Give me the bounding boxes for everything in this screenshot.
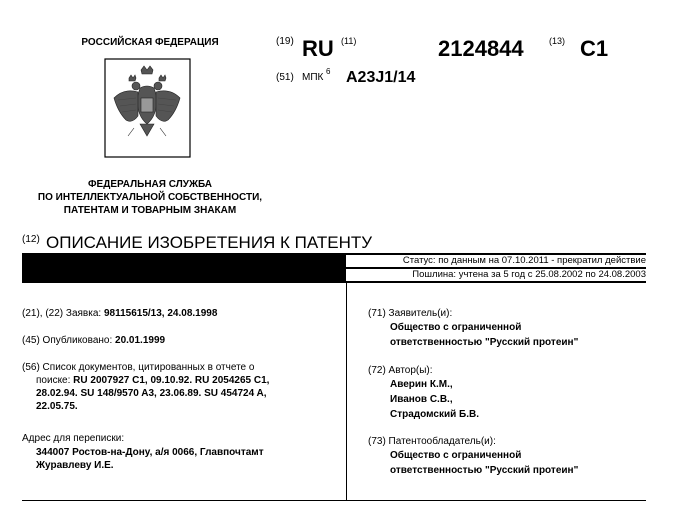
owner-label: (73) Патентообладатель(и):: [368, 436, 496, 447]
author-1: Аверин К.М.,: [390, 379, 453, 390]
bottom-rule: [22, 500, 646, 501]
column-divider: [346, 283, 347, 501]
references-field: [22, 361, 332, 413]
application-value: 98115615/13, 24.08.1998: [103, 308, 218, 319]
code-13: (13): [549, 36, 566, 46]
address-line-1: 344007 Ростов-на-Дону, а/я 0066, Главпочтамт: [36, 447, 264, 458]
agency-line-3: ПАТЕНТАМ И ТОВАРНЫМ ЗНАКАМ: [63, 205, 237, 216]
code-11: (11): [341, 36, 357, 46]
country-name: РОССИЙСКАЯ ФЕДЕРАЦИЯ: [81, 37, 219, 48]
address-line-2: Журавлеву И.Е.: [36, 460, 114, 471]
fee-line: Пошлина: учтена за 5 год с 25.08.2002 по 24.08.2003: [346, 269, 646, 281]
application-label: (21), (22) Заявка:: [22, 308, 102, 319]
author-3: Страдомский Б.В.: [390, 409, 479, 420]
kind-code: C1: [580, 36, 609, 61]
status-bar: [22, 253, 646, 283]
references-label: (56) Список документов, цитированных в отчете о: [22, 362, 255, 373]
owner-line-1: Общество с ограниченной: [390, 450, 522, 461]
country-code: RU: [302, 36, 334, 61]
applicant-line-2: ответственностью "Русский протеин": [390, 337, 579, 348]
author-2: Иванов С.В.,: [390, 394, 453, 405]
application-field: [22, 307, 217, 320]
document-title: ОПИСАНИЕ ИЗОБРЕТЕНИЯ К ПАТЕНТУ: [46, 233, 373, 252]
owner-line-2: ответственностью "Русский протеин": [390, 465, 579, 476]
authors-field: [368, 364, 643, 422]
address-field: [22, 432, 342, 472]
published-label: (45) Опубликовано:: [22, 335, 113, 346]
authors-label: (72) Автор(ы):: [368, 365, 433, 376]
coat-of-arms-emblem: [104, 58, 191, 158]
code-51: (51): [276, 72, 294, 83]
ipc-version: 6: [326, 67, 331, 76]
code-12: (12): [22, 234, 40, 245]
references-prefix: поиске:: [36, 375, 71, 386]
published-field: [22, 334, 165, 347]
patent-number: 2124844: [438, 36, 524, 61]
owner-field: [368, 435, 643, 478]
applicant-label: (71) Заявитель(и):: [368, 308, 453, 319]
ipc-class: A23J1/14: [346, 69, 416, 86]
references-line-2: 28.02.94. SU 148/9570 A3, 23.06.89. SU 454724 A,: [36, 388, 267, 399]
references-line-1: RU 2007927 C1, 09.10.92. RU 2054265 C1,: [73, 375, 270, 386]
ipc-label: МПК: [302, 72, 324, 83]
status-line: Статус: по данным на 07.10.2011 - прекратил действие: [346, 255, 646, 267]
agency-line-2: ПО ИНТЕЛЛЕКТУАЛЬНОЙ СОБСТВЕННОСТИ,: [37, 192, 263, 203]
address-label: Адрес для переписки:: [22, 433, 125, 444]
agency-name: [18, 178, 282, 217]
code-19: (19): [276, 36, 294, 47]
published-value: 20.01.1999: [115, 335, 166, 346]
applicant-field: [368, 307, 643, 350]
agency-line-1: ФЕДЕРАЛЬНАЯ СЛУЖБА: [87, 179, 213, 190]
references-line-3: 22.05.75.: [36, 401, 78, 412]
applicant-line-1: Общество с ограниченной: [390, 322, 522, 333]
